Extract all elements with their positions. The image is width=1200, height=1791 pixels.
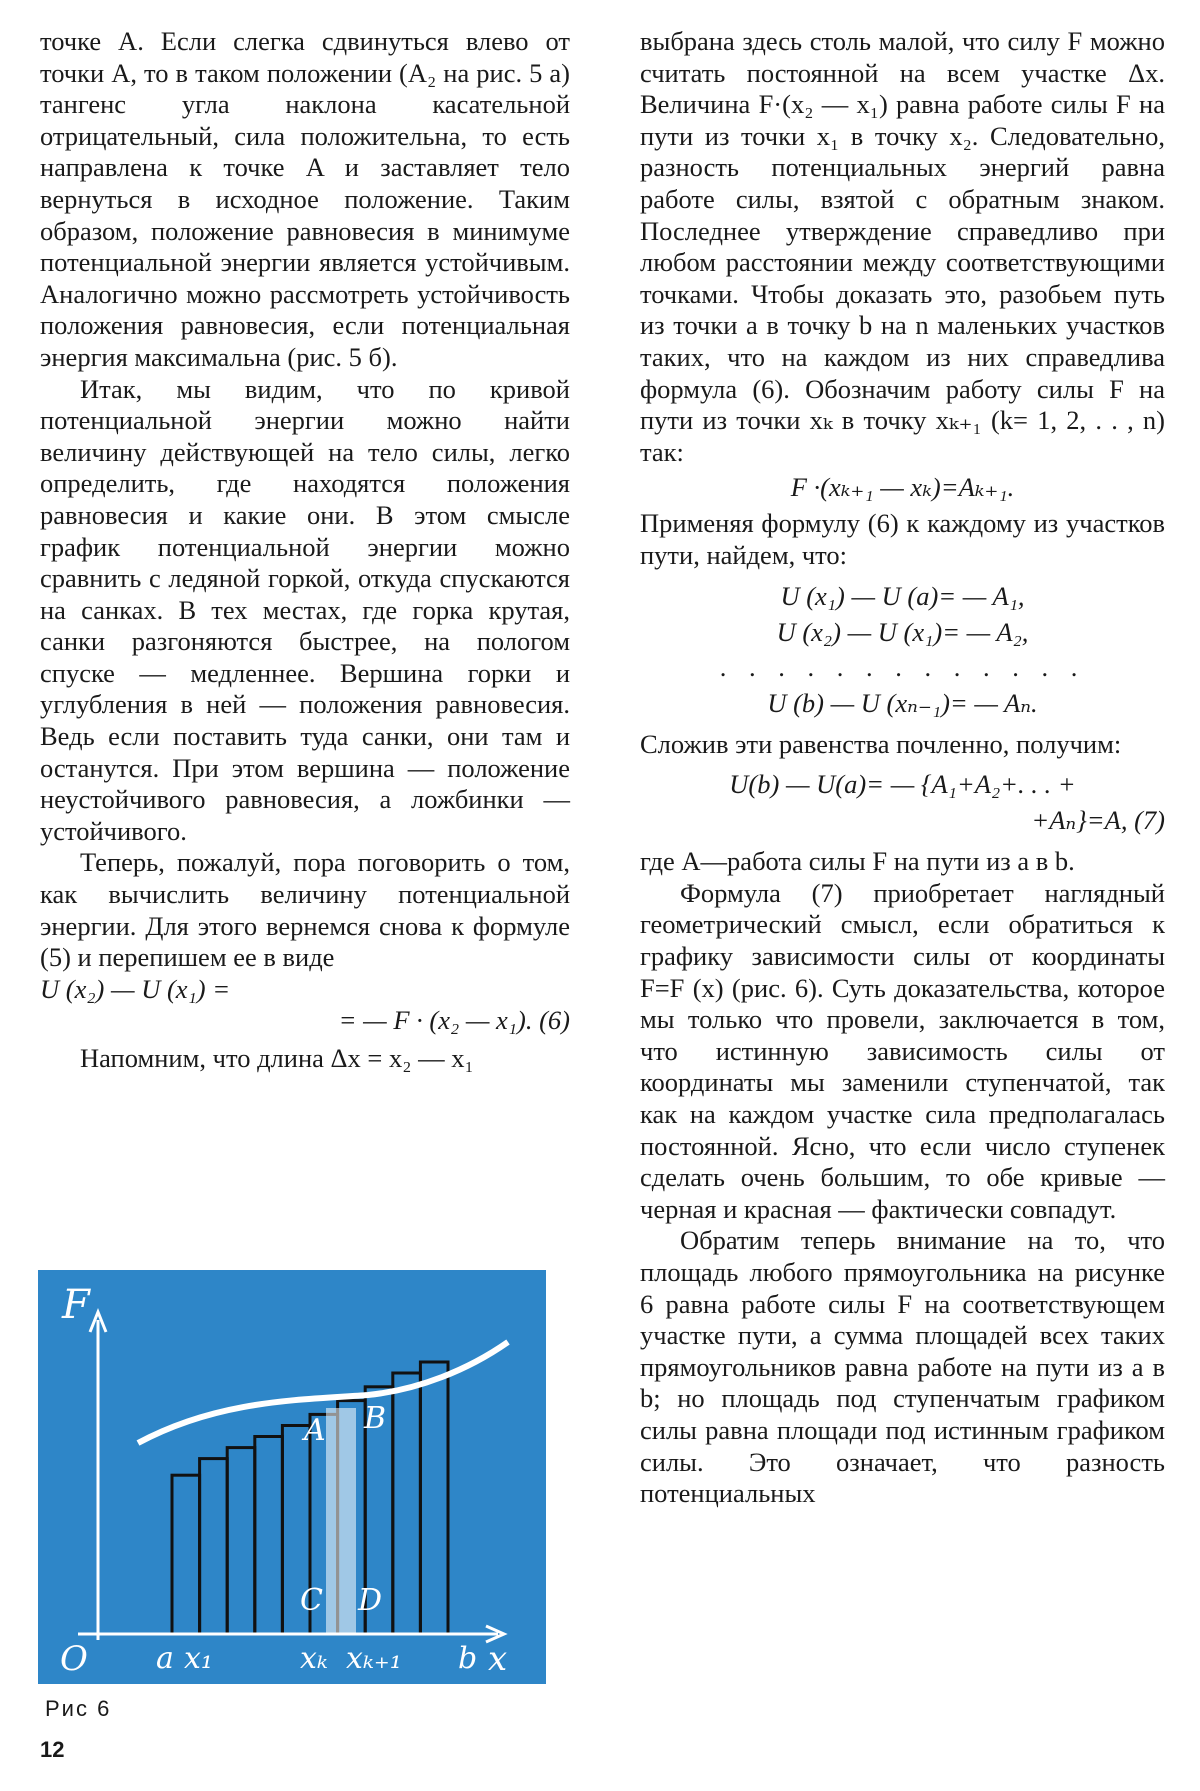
label-D: D [358,1583,383,1618]
paragraph: Формула (7) приобретает наглядный геометрический смысл, если обратиться к графику зависимости силы от координаты F=F (x) (рис. 6). Суть доказательства, которое мы только что провели, заключается в том, что истинную зависимость силы от координаты мы заменили ступенчатой, так как на каждом участке сила предполагалась постоянной. Ясно, что если число ступенек сделать очень большим, то обе кривые — черная и красная — фактически совпадут. [640,877,1165,1224]
equation-6-line2: = — F · (x₂ — x₁). (6) [338,1005,570,1036]
figure-caption: Рис 6 [45,1696,112,1721]
paragraph: Напомним, что длина Δx = x₂ — x₁ [80,1043,474,1073]
figure-6 [38,1270,546,1684]
label-a: a [156,1641,174,1676]
page-number: 12 [40,1737,65,1762]
paragraph: Применяя формулу (6) к каждому из участков пути, найдем, что: [640,507,1165,570]
label-xk: xₖ [300,1641,328,1676]
system-line: U (x₁) — U (a)= — A₁, [780,581,1025,612]
label-A: A [304,1413,326,1448]
paragraph: Теперь, пожалуй, пора поговорить о том, как вычислить величину потенциальной энергии. Для этого вернемся снова к формуле (5) и перепишем ее в виде [40,847,570,973]
paragraph: Обратим теперь внимание на то, что площадь любого прямоугольника на рисунке 6 равна работе силы F на соответствующем участке пути, а сумма площадей всех таких прямоугольников равна работе на пути из a в b; но площадь под ступенчатым графиком силы равна площади под истинным графиком силы. Это означает, что разность потенциальных [640,1225,1165,1509]
hatched-strip [326,1408,356,1634]
force-graph [38,1270,546,1684]
label-C: C [300,1583,323,1618]
right-column [640,26,1165,1510]
paragraph: Итак, мы видим, что по кривой потенциальной энергии можно найти величину действующей на тело силы, легко определить, где находятся положения равновесия и какие они. В этом смысле график потенциальной энергии можно сравнить с ледяной горкой, откуда спускаются на санках. В тех местах, где горка крутая, санки разгоняются быстрее, на пологом спуске — медленнее. Вершина горки и углубления в ней — положения равновесия. Ведь если поставить туда санки, они там и останутся. При этом вершина — положение неустойчивого равновесия, а ложбинки — устойчивого. [40,373,570,846]
system-line: U (x₂) — U (x₁)= — A₂, [776,616,1029,647]
figure-background [38,1270,546,1684]
label-O: O [60,1639,88,1679]
paragraph: где A—работа силы F на пути из a в b. [640,846,1075,877]
paragraph: Сложив эти равенства почленно, получим: [640,729,1122,760]
label-x1: x₁ [184,1641,213,1676]
paragraph: выбрана здесь столь малой, что силу F можно считать постоянной на всем участке Δx. Величина F·(x₂ — x₁) равна работе силы F на пути из точки x₁ в точку x₂. Следовательно, разность потенциальных энергий равна работе силы, взятой с обратным знаком. Последнее утверждение справедливо при любом расстоянии между соответствующими точками. Чтобы доказать это, разобьем путь из точки a в точку b на n маленьких участков таких, что на каждом из них справедлива формула (6). Обозначим работу силы F на пути из точки xₖ в точку xₖ₊₁ (k= 1, 2, . . , n) так: [640,26,1165,467]
label-B: B [364,1401,387,1436]
label-b: b [458,1641,478,1676]
label-F: F [62,1282,90,1328]
label-xk1: xₖ₊₁ [346,1641,402,1676]
equation-7-line2: +Aₙ}=A, (7) [1031,804,1165,835]
label-x-axis: x [488,1639,508,1679]
paragraph: точке A. Если слегка сдвинуться влево от точки A, то в таком положении (A₂ на рис. 5 а) тангенс угла наклона касательной отрицательный, сила положительна, то есть направлена к точке A и заставляет тело вернуться в исходное положение. Таким образом, положение равновесия в минимуме потенциальной энергии является устойчивым. Аналогично можно рассмотреть устойчивость положения равновесия, если потенциальная энергия максимальна (рис. 5 б). [40,26,570,372]
equation-6-line1: U (x₂) — U (x₁) = [40,973,231,1004]
system-line: U (b) — U (xₙ₋₁)= — Aₙ. [767,687,1038,718]
left-column [40,26,570,1075]
equation-work: F ·(xₖ₊₁ — xₖ)=Aₖ₊₁. [790,472,1015,503]
equation-7-line1: U(b) — U(a)= — {A₁+A₂+. . . + [729,769,1076,800]
system-dots: . . . . . . . . . . . . . [719,652,1086,683]
